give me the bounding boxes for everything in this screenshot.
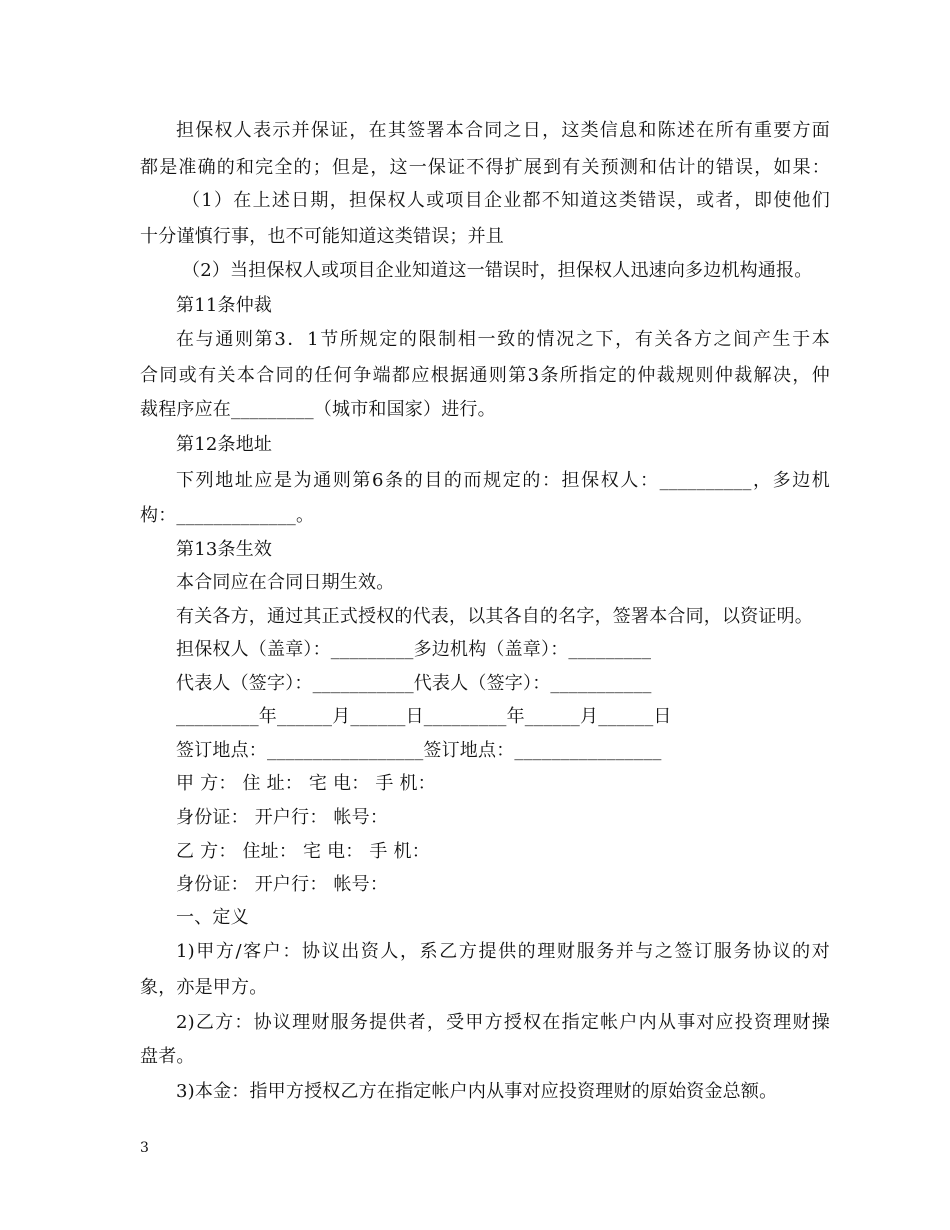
paragraph-line: 构：_____________。: [140, 505, 315, 526]
paragraph-line: 有关各方，通过其正式授权的代表，以其各自的名字，签署本合同，以资证明。: [176, 606, 813, 627]
paragraph-line: （2）当担保权人或项目企业知道这一错误时，担保权人迅速向多边机构通报。: [182, 260, 813, 281]
page-number: 3: [140, 1140, 149, 1156]
party-b-line: 乙 方： 住址： 宅 电： 手 机：: [176, 841, 430, 862]
paragraph-line: 十分谨慎行事，也不可能知道这类错误；并且: [140, 226, 504, 247]
id-bank-line: 身份证： 开户行： 帐号：: [176, 874, 389, 895]
paragraph-line: 2)乙方：协议理财服务提供者，受甲方授权在指定帐户内从事对应投资理财操: [176, 1012, 830, 1033]
signature-line: 代表人（签字）：___________代表人（签字）：___________: [176, 673, 652, 694]
id-bank-line: 身份证： 开户行： 帐号：: [176, 807, 389, 828]
paragraph-line: 3)本金：指甲方授权乙方在指定帐户内从事对应投资理财的原始资金总额。: [176, 1081, 778, 1102]
paragraph-line: 都是准确的和完全的；但是，这一保证不得扩展到有关预测和估计的错误，如果：: [140, 157, 830, 178]
section-heading: 一、定义: [176, 907, 249, 928]
paragraph-line: 盘者。: [140, 1046, 195, 1067]
paragraph-line: 担保权人表示并保证，在其签署本合同之日，这类信息和陈述在所有重要方面: [176, 120, 830, 141]
paragraph-line: 1)甲方/客户：协议出资人，系乙方提供的理财服务并与之签订服务协议的对: [176, 941, 830, 962]
paragraph-line: 在与通则第3．1节所规定的限制相一致的情况之下，有关各方之间产生于本: [176, 329, 830, 350]
signing-location-line: 签订地点：_________________签订地点：________________: [176, 740, 662, 761]
section-heading: 第12条地址: [176, 434, 273, 455]
paragraph-line: 本合同应在合同日期生效。: [176, 572, 395, 593]
section-heading: 第11条仲裁: [176, 295, 273, 316]
paragraph-line: 下列地址应是为通则第6条的目的而规定的：担保权人：__________，多边机: [176, 470, 830, 491]
signature-line: 担保权人（盖章）：_________多边机构（盖章）：_________: [176, 639, 652, 660]
section-heading: 第13条生效: [176, 539, 273, 560]
date-line: _________年______月______日_________年______月______日: [176, 706, 672, 727]
paragraph-line: 裁程序应在_________（城市和国家）进行。: [140, 399, 496, 420]
paragraph-line: 象，亦是甲方。: [140, 977, 268, 998]
paragraph-line: （1）在上述日期，担保权人或项目企业都不知道这类错误，或者，即使他们: [182, 190, 830, 211]
party-a-line: 甲 方： 住 址： 宅 电： 手 机：: [176, 773, 436, 794]
paragraph-line: 合同或有关本合同的任何争端都应根据通则第3条所指定的仲裁规则仲裁解决，仲: [140, 365, 830, 386]
